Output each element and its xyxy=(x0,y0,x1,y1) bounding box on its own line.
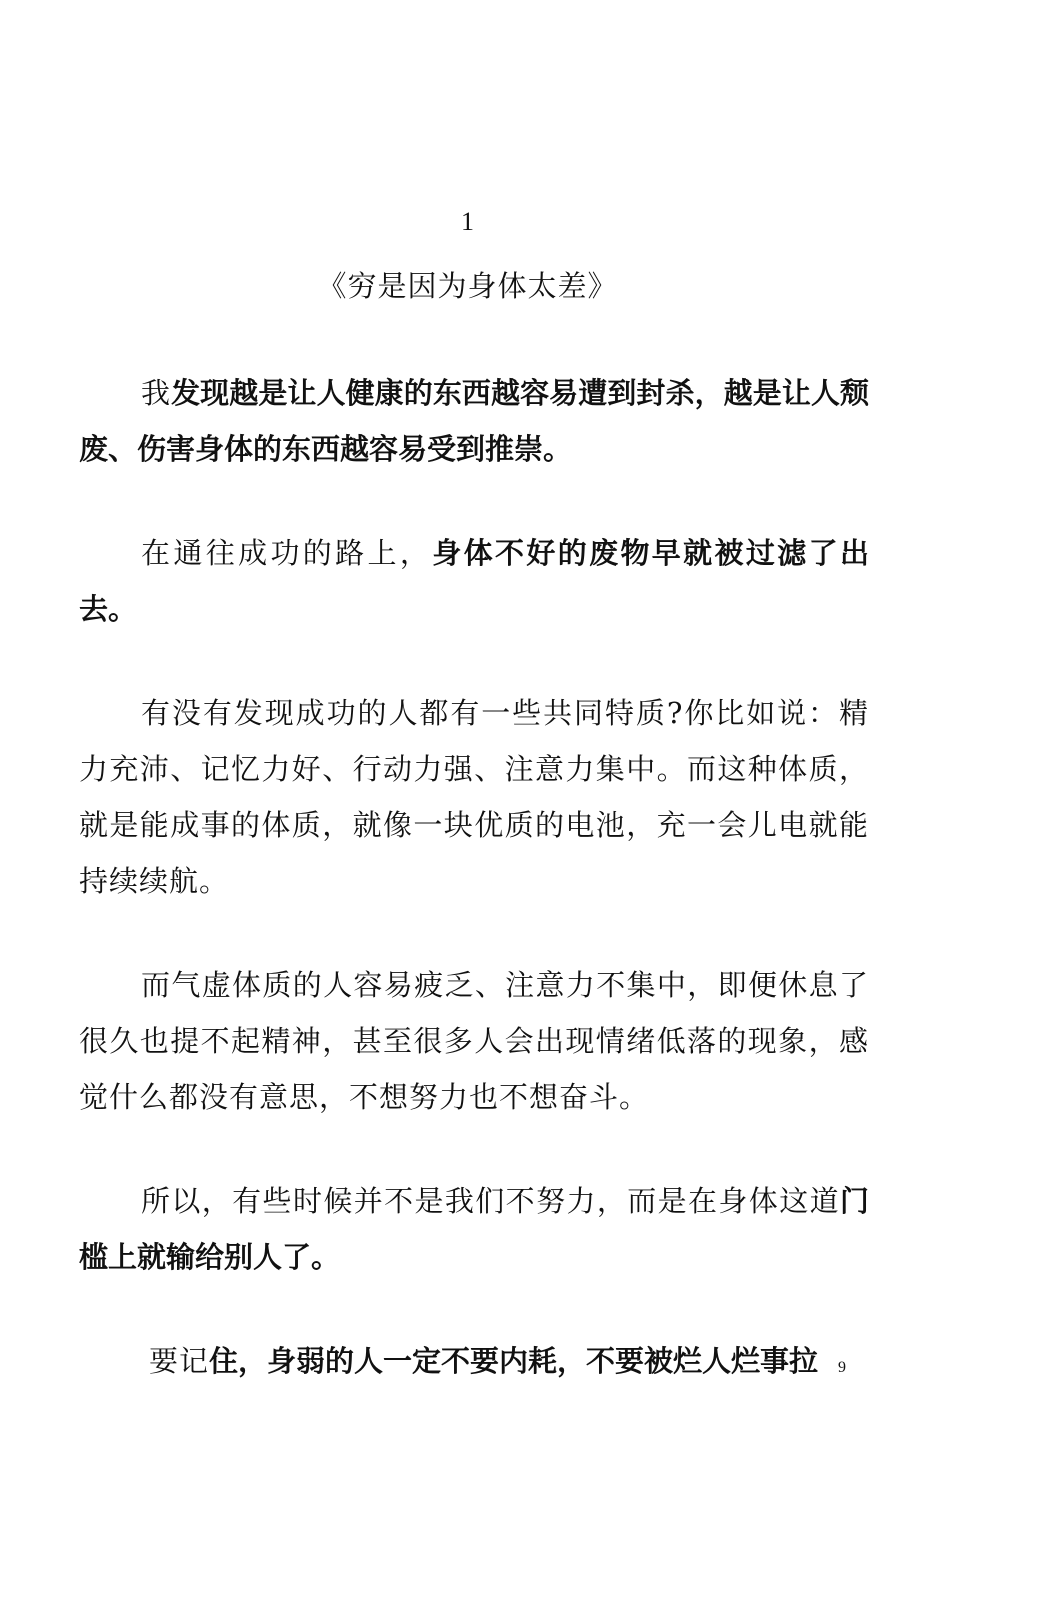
paragraph-6 xyxy=(79,1333,869,1389)
paragraph-3 xyxy=(79,685,869,909)
paragraph-6-text-bold: 住，身弱的人一定不要内耗，不要被烂人烂事拉 xyxy=(209,1344,819,1378)
body-text xyxy=(79,365,869,1437)
paragraph-6-text-normal: 要记 xyxy=(149,1344,210,1378)
paragraph-1 xyxy=(79,365,869,477)
chapter-title: 《穷是因为身体太差》 xyxy=(317,269,618,303)
paragraph-1-text-normal: 我 xyxy=(141,376,172,410)
paragraph-5-text-normal: 所以，有些时候并不是我们不努力，而是在身体这道 xyxy=(141,1184,840,1218)
page-number: 9 xyxy=(838,1359,846,1376)
paragraph-2-text-bold: 身体不好的废物早就被过滤了出去。 xyxy=(79,536,869,626)
paragraph-4-text: 而气虚体质的人容易疲乏、注意力不集中，即便休息了很久也提不起精神，甚至很多人会出现情绪低落的现象，感觉什么都没有意思，不想努力也不想奋斗。 xyxy=(79,968,869,1114)
paragraph-3-text: 有没有发现成功的人都有一些共同特质?你比如说：精力充沛、记忆力好、行动力强、注意力集中。而这种体质，就是能成事的体质，就像一块优质的电池，充一会儿电就能持续续航。 xyxy=(79,696,869,898)
paragraph-4 xyxy=(79,957,869,1125)
paragraph-2-text-normal: 在通往成功的路上， xyxy=(141,536,433,570)
paragraph-5 xyxy=(79,1173,869,1285)
paragraph-1-text-bold: 发现越是让人健康的东西越容易遭到封杀，越是让人颓废、伤害身体的东西越容易受到推崇。 xyxy=(79,376,869,466)
chapter-number: 1 xyxy=(461,207,474,236)
paragraph-2 xyxy=(79,525,869,637)
paragraph-5-text-bold: 门槛上就输给别人了。 xyxy=(79,1184,869,1274)
